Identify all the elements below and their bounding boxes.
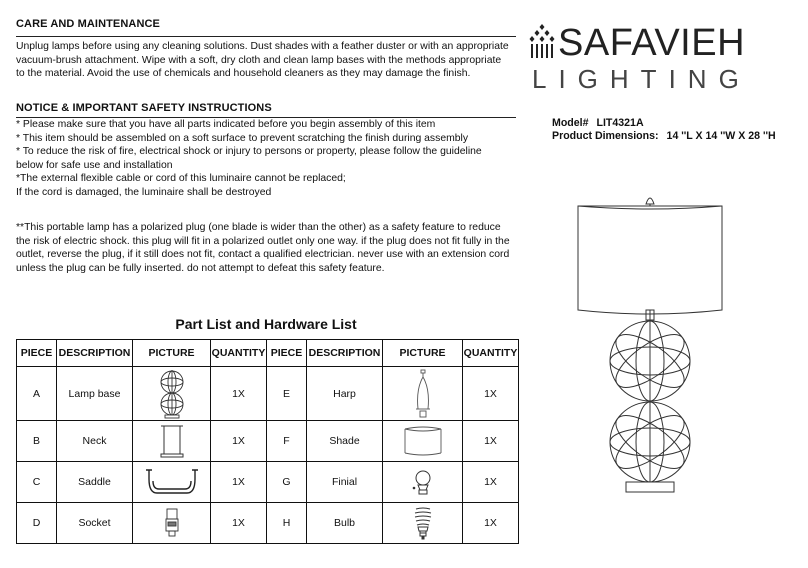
harp-icon <box>413 369 433 419</box>
piece-cell: E <box>267 367 307 421</box>
piece-cell: B <box>17 421 57 462</box>
care-line: Unplug lamps before using any cleaning solutions. Dust shades with a feather duster or with an appropriate <box>16 41 509 52</box>
care-line: vacuum-brush attachment. Wipe with a soft, dry cloth and clean lamp bases with the methods appropriate <box>16 54 502 66</box>
picture-cell <box>133 421 211 462</box>
finial-icon <box>411 468 435 496</box>
quantity-cell: 1X <box>463 503 519 544</box>
plug-line: the risk of electric shock. this plug will fit in a polarized outlet only one way. if the plug does not fit fully in the <box>16 235 510 247</box>
header-cell: PICTURE <box>383 340 463 367</box>
parts-table-title: Part List and Hardware List <box>175 316 357 332</box>
diamond-emblem-icon <box>528 24 556 60</box>
safety-line: * To reduce the risk of fire, electrical shock or injury to persons or property, please follow the guideline <box>16 146 482 158</box>
safety-line: * This item should be assembled on a soft surface to prevent scratching the finish during assembly <box>16 132 469 144</box>
quantity-cell: 1X <box>211 421 267 462</box>
neck-icon <box>159 424 185 458</box>
header-cell: QUANTITY <box>463 340 519 367</box>
picture-cell <box>133 367 211 421</box>
piece-cell: C <box>17 462 57 503</box>
model-number <box>552 116 644 130</box>
piece-cell: A <box>17 367 57 421</box>
quantity-cell: 1X <box>463 367 519 421</box>
piece-cell: G <box>267 462 307 503</box>
description-cell: Saddle <box>57 462 133 503</box>
quantity-cell: 1X <box>211 462 267 503</box>
care-paragraph <box>16 40 509 81</box>
picture-cell <box>383 421 463 462</box>
piece-cell: F <box>267 421 307 462</box>
table-row <box>17 421 519 462</box>
description-cell: Bulb <box>307 503 383 544</box>
plug-line: **This portable lamp has a polarized plug (one blade is wider than the other) as a safety feature to reduce <box>16 222 501 233</box>
table-header-row <box>17 340 519 367</box>
quantity-cell: 1X <box>463 421 519 462</box>
safety-line: *The external flexible cable or cord of this luminaire cannot be replaced; <box>16 173 346 185</box>
care-divider <box>16 36 516 37</box>
quantity-cell: 1X <box>211 503 267 544</box>
logo-wordmark: SAFAVIEH <box>558 22 746 64</box>
plug-line: unless the plug can be fully inserted. do not attempt to defeat this safety feature. <box>16 262 385 274</box>
table-row <box>17 462 519 503</box>
lamp-illustration <box>570 186 730 500</box>
logo-subtitle: LIGHTING <box>532 64 751 94</box>
piece-cell: H <box>267 503 307 544</box>
description-cell: Harp <box>307 367 383 421</box>
safety-line: below for safe use and installation <box>16 159 173 171</box>
care-title: CARE AND MAINTENANCE <box>16 18 160 30</box>
safety-line: If the cord is damaged, the luminaire shall be destroyed <box>16 186 272 198</box>
product-dimensions <box>552 129 776 143</box>
model-label: Model# <box>552 117 589 129</box>
quantity-cell: 1X <box>211 367 267 421</box>
header-cell: QUANTITY <box>211 340 267 367</box>
picture-cell <box>383 367 463 421</box>
header-cell: DESCRIPTION <box>57 340 133 367</box>
description-cell: Shade <box>307 421 383 462</box>
care-line: to the material. Avoid the use of chemicals and household cleaners as they may damage the finish. <box>16 68 471 80</box>
piece-cell: D <box>17 503 57 544</box>
picture-cell <box>383 462 463 503</box>
description-cell: Socket <box>57 503 133 544</box>
model-value: LIT4321A <box>596 117 644 129</box>
header-cell: PIECE <box>17 340 57 367</box>
bulb-icon <box>412 506 434 540</box>
plug-paragraph <box>16 221 510 275</box>
description-cell: Finial <box>307 462 383 503</box>
quantity-cell: 1X <box>463 462 519 503</box>
shade-icon <box>403 425 443 457</box>
picture-cell <box>133 503 211 544</box>
socket-icon <box>164 508 180 538</box>
dimensions-label: Product Dimensions: <box>552 130 659 142</box>
dimensions-value: 14 ''L X 14 ''W X 28 ''H <box>666 130 776 142</box>
header-cell: PICTURE <box>133 340 211 367</box>
header-cell: PIECE <box>267 340 307 367</box>
table-row <box>17 503 519 544</box>
table-row <box>17 367 519 421</box>
lamp-base-icon <box>155 369 189 419</box>
safety-line: * Please make sure that you have all parts indicated before you begin assembly of this item <box>16 119 436 130</box>
saddle-icon <box>145 467 199 497</box>
safety-paragraph <box>16 118 482 200</box>
parts-table <box>16 339 519 544</box>
description-cell: Neck <box>57 421 133 462</box>
picture-cell <box>133 462 211 503</box>
header-cell: DESCRIPTION <box>307 340 383 367</box>
description-cell: Lamp base <box>57 367 133 421</box>
safety-title: NOTICE & IMPORTANT SAFETY INSTRUCTIONS <box>16 102 272 114</box>
picture-cell <box>383 503 463 544</box>
plug-line: outlet, reverse the plug, if it still does not fit, contact a qualified electrician. never use with an extension cord <box>16 249 510 261</box>
